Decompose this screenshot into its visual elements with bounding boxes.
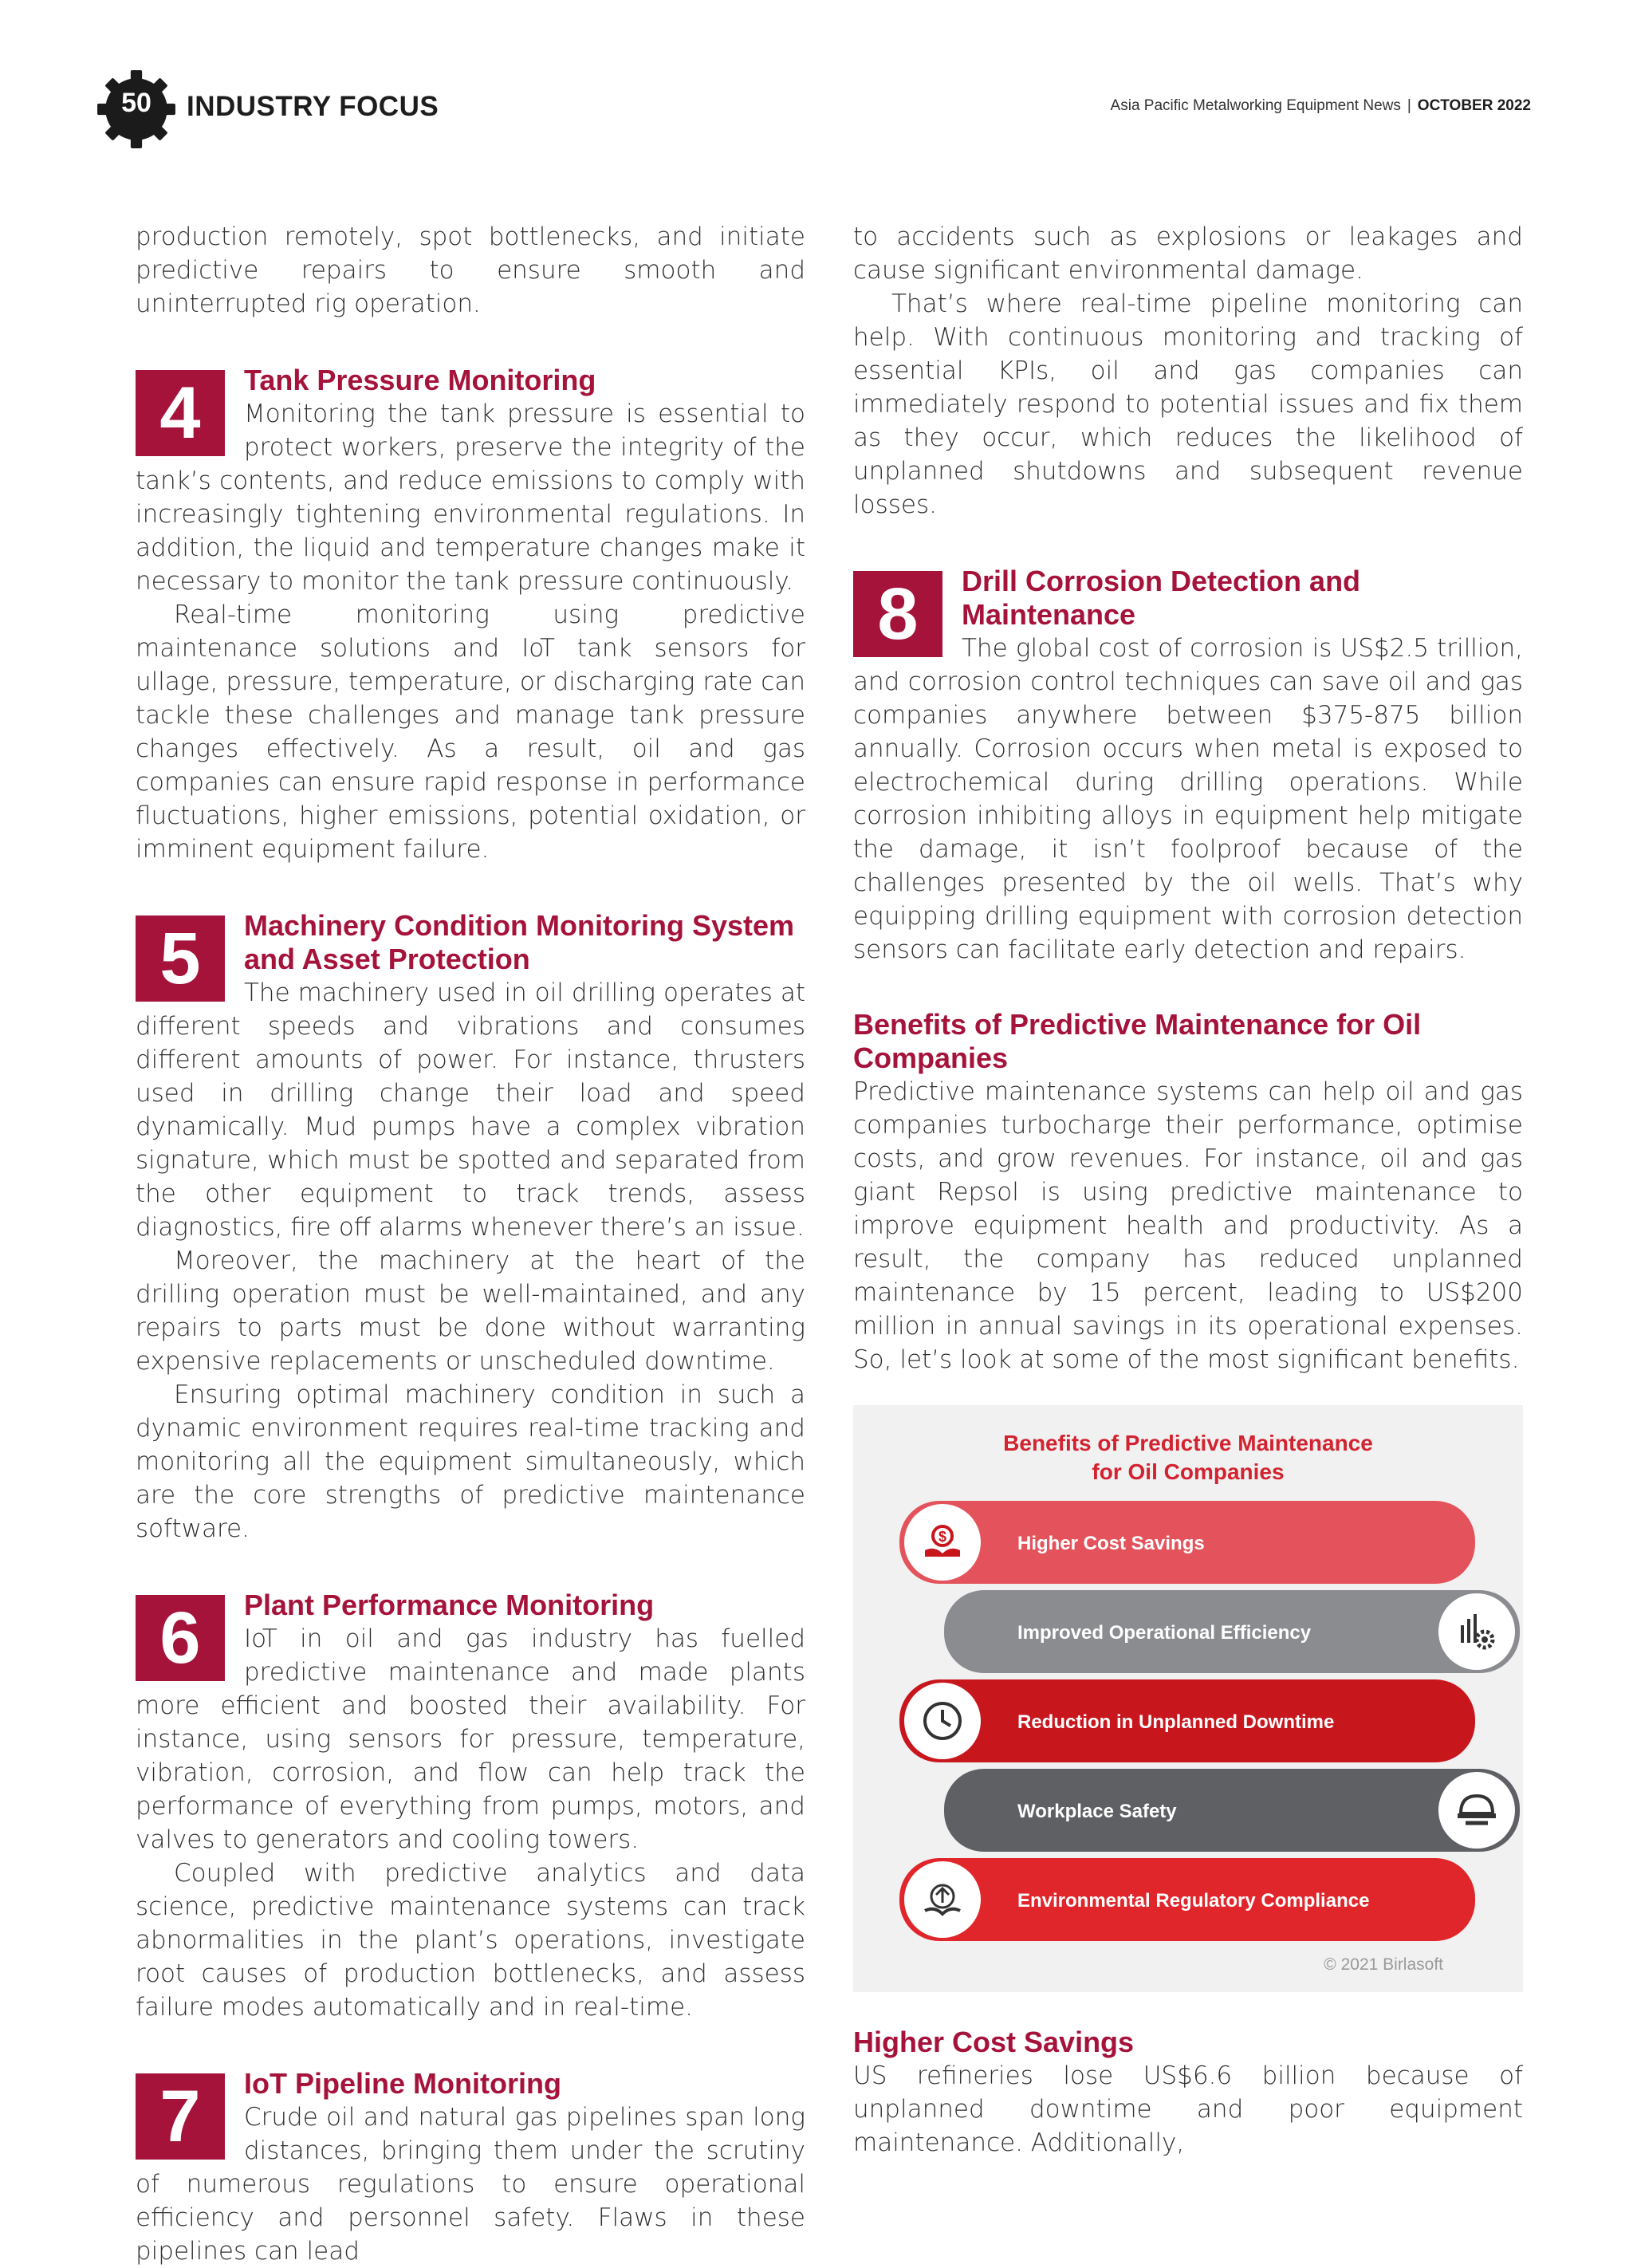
right-column: [853, 220, 1523, 2160]
section-number-5: 5: [136, 915, 225, 1002]
infographic-title: [853, 1429, 1523, 1486]
benefit-label-5: Environmental Regulatory Compliance: [1017, 1890, 1370, 1912]
section-8-p1: The global cost of corrosion is US$2.5 trillion, and corrosion control techniques can save oil and gas companies anywhere between $375-875 billion annually. Corrosion occurs when metal is exposed to electrochemical during drilling operations. While corrosion inhibiting alloys in equipment help mitigate the damage, it isn’t foolproof because of the challenges presented by the oil wells. That’s why equipping drilling equipment with corrosion detection sensors can facilitate early detection and repairs.: [853, 634, 1523, 964]
svg-text:$: $: [938, 1529, 947, 1545]
recycle-hands-icon: [904, 1861, 981, 1938]
hardhat-icon: [1438, 1772, 1515, 1849]
benefit-label-2: Improved Operational Efficiency: [1017, 1622, 1312, 1644]
benefits-heading: Benefits of Predictive Maintenance for Oil Companies: [853, 1008, 1422, 1074]
money-hand-icon: [904, 1504, 981, 1581]
publication-name: Asia Pacific Metalworking Equipment News: [1110, 97, 1401, 114]
section-number-4: 4: [136, 370, 225, 456]
section-6: [136, 1589, 805, 2024]
section-number-8: 8: [853, 571, 942, 657]
benefit-label-3: Reduction in Unplanned Downtime: [1017, 1711, 1335, 1733]
benefit-label-1: Higher Cost Savings: [1017, 1533, 1205, 1554]
benefits-infographic: [853, 1405, 1523, 1992]
continued-paragraph-1: to accidents such as explosions or leakages and cause significant environmental damage.: [853, 222, 1523, 285]
benefit-label-4: Workplace Safety: [1017, 1801, 1177, 1822]
page-number: 50: [121, 88, 151, 118]
section-6-p1: IoT in oil and gas industry has fuelled predictive maintenance and made plants more efficient and boosted their availability. For instance, using sensors for pressure, temperature, vibration, corrosion, and flow can help track the performance of everything from pumps, motors, and valves to generators and cooling towers.: [136, 1624, 805, 1854]
cost-savings-paragraph: US refineries lose US$6.6 billion because of unplanned downtime and poor equipment maintenance. Additionally,: [853, 2061, 1523, 2157]
section-number-7: 7: [136, 2073, 225, 2160]
section-5-p1: The machinery used in oil drilling operates at different speeds and vibrations and consumes different amounts of power. For instance, thrusters used in drilling change their load and speed dynamically. Mud pumps have a complex vibration signature, which must be spotted and separated from the other equipment to track trends, assess diagnostics, fire off alarms whenever there’s an issue.: [136, 978, 805, 1242]
section-6-p2: Coupled with predictive analytics and data science, predictive maintenance systems can track abnormalities in the plant’s operations, investigate root causes of production bottlenecks, and assess failure modes automatically and in real-time.: [136, 1859, 805, 2022]
separator: |: [1407, 97, 1411, 114]
section-5-p3: Ensuring optimal machinery condition in such a dynamic environment requires real-time tracking and monitoring all the equipment simultaneously, which are the core strengths of predictive maintenance software.: [136, 1380, 805, 1543]
left-column: [136, 220, 805, 2268]
cost-savings-heading: Higher Cost Savings: [853, 2026, 1135, 2058]
publication-line: [1111, 97, 1531, 115]
benefits-paragraph: Predictive maintenance systems can help oil and gas companies turbocharge their performance, optimise costs, and grow revenues. For instance, oil and gas giant Repsol is using predictive maintenance to improve equipment health and productivity. As a result, the company has reduced unplanned maintenance by 15 percent, leading to US$200 million in annual savings in its operational expenses. So, let’s look at some of the most significant benefits.: [853, 1077, 1523, 1374]
section-8: [853, 565, 1523, 967]
infographic-title-line-1: Benefits of Predictive Maintenance: [1003, 1431, 1373, 1455]
section-5: [136, 909, 805, 1545]
section-7-title: IoT Pipeline Monitoring: [244, 2067, 561, 2100]
section-4: [136, 364, 805, 866]
section-4-p1: Monitoring the tank pressure is essential to protect workers, preserve the integrity of the tank’s contents, and reduce emissions to comply with increasingly tightening environmental regulations. In addition, the liquid and temperature changes make it necessary to monitor the tank pressure continuously.: [136, 400, 805, 596]
section-5-p2: Moreover, the machinery at the heart of the drilling operation must be well-maintained, and any repairs to parts must be done without warranting expensive replacements or unscheduled downtime.: [136, 1246, 805, 1376]
section-title: INDUSTRY FOCUS: [187, 91, 439, 122]
section-8-title: Drill Corrosion Detection and Maintenance: [962, 565, 1361, 631]
infographic-copyright: © 2021 Birlasoft: [1324, 1955, 1443, 1974]
infographic-title-line-2: for Oil Companies: [1092, 1459, 1285, 1484]
gear-chart-icon: [1438, 1593, 1515, 1670]
section-4-p2: Real-time monitoring using predictive maintenance solutions and IoT tank sensors for ullage, pressure, temperature, or discharging rate can tackle these challenges and manage tank pressure changes effectively. As a result, oil and gas companies can ensure rapid response in performance fluctuations, higher emissions, potential oxidation, or imminent equipment failure.: [136, 600, 805, 864]
section-number-6: 6: [136, 1595, 225, 1681]
section-5-title: Machinery Condition Monitoring System and Asset Protection: [244, 909, 795, 975]
section-7: [136, 2067, 805, 2268]
continued-paragraph-2: That’s where real-time pipeline monitoring can help. With continuous monitoring and tracking of essential KPIs, oil and gas companies can immediately respond to potential issues and fix them as they occur, which reduces the likelihood of unplanned shutdowns and subsequent revenue losses.: [853, 289, 1523, 519]
issue-date: OCTOBER 2022: [1417, 97, 1531, 114]
section-6-title: Plant Performance Monitoring: [244, 1589, 655, 1621]
section-7-p1: Crude oil and natural gas pipelines span long distances, bringing them under the scrutiny of numerous regulations to ensure operational efficiency and personnel safety. Flaws in these pipelines can lead: [136, 2103, 805, 2266]
section-4-title: Tank Pressure Monitoring: [244, 364, 596, 396]
intro-paragraph: production remotely, spot bottlenecks, and initiate predictive repairs to ensure smooth and uninterrupted rig operation.: [136, 222, 805, 318]
clock-icon: [904, 1683, 981, 1759]
